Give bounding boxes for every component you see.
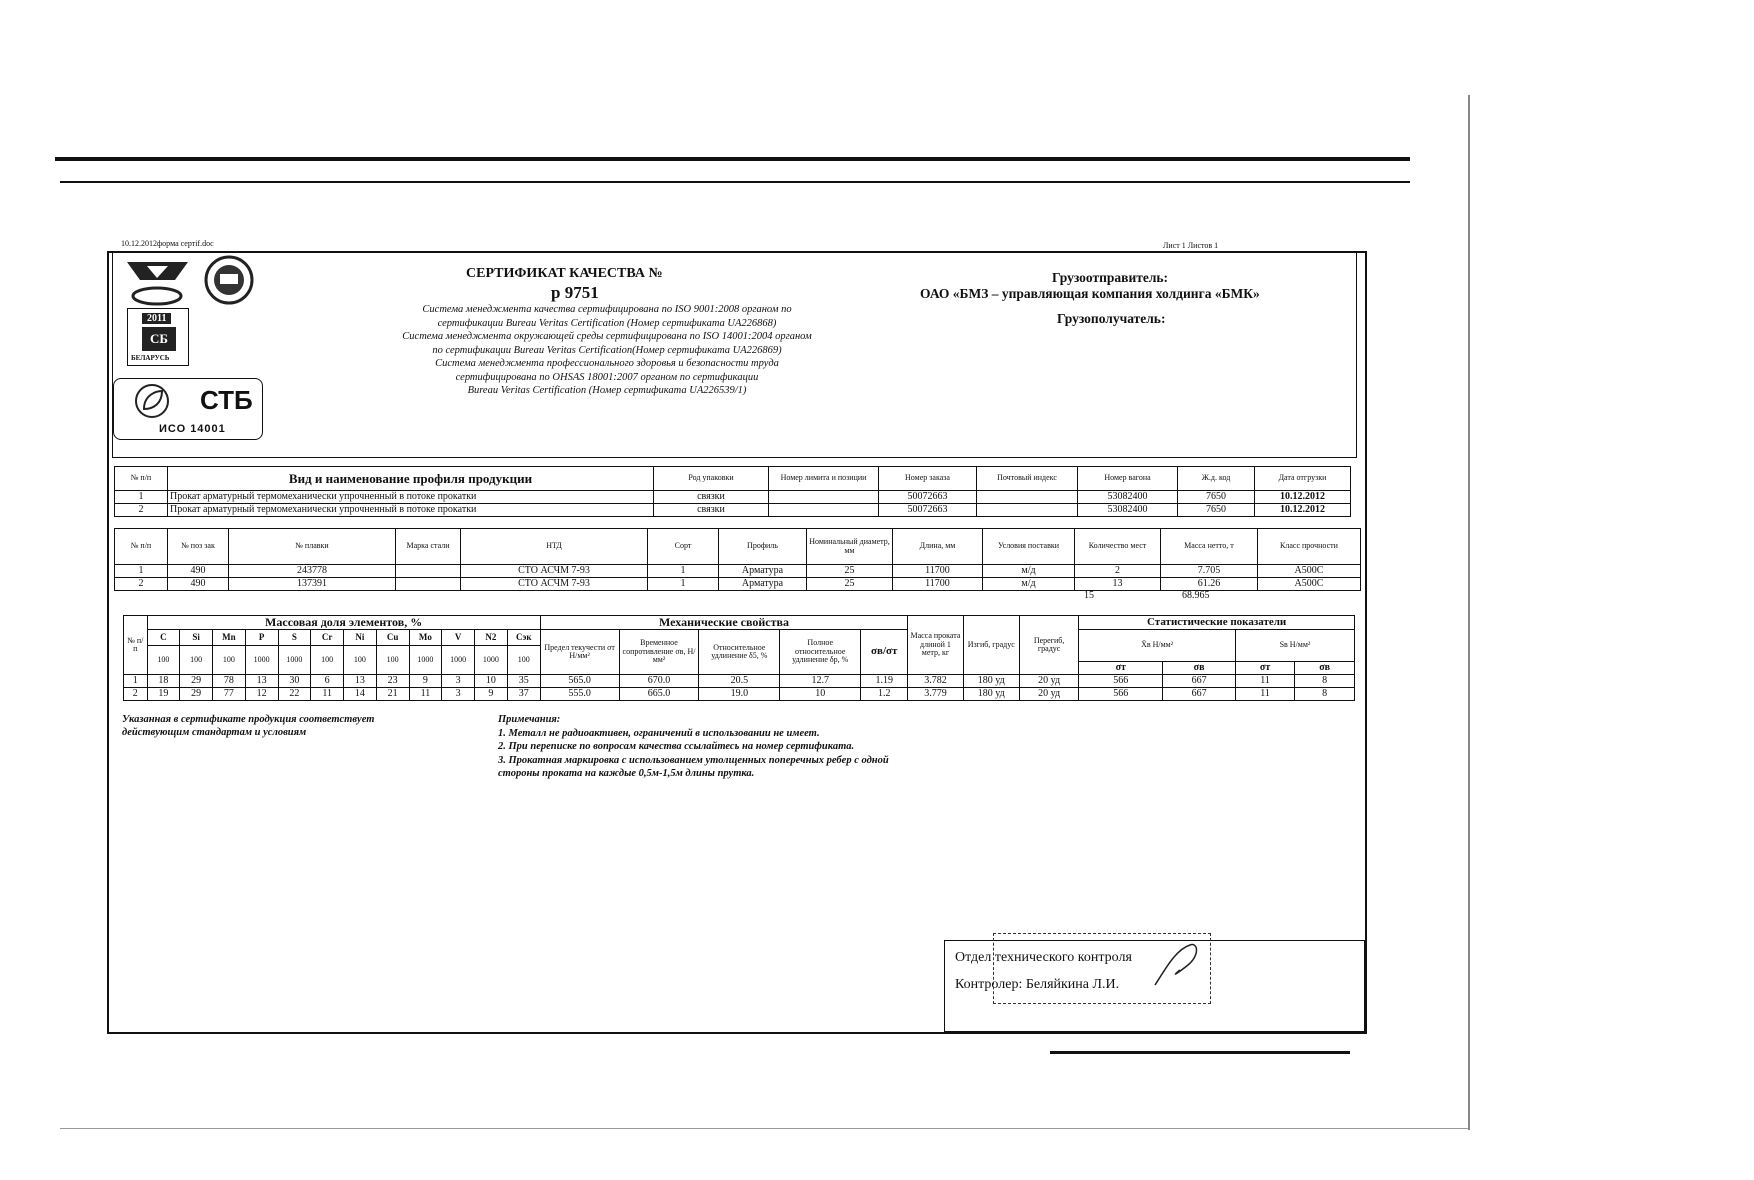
col-header: Профиль (719, 529, 807, 565)
table-cell: 11 (409, 688, 442, 701)
table-cell: Арматура (719, 565, 807, 578)
element-divisor: 100 (344, 646, 377, 675)
table-cell: 13 (245, 675, 278, 688)
compliance-line: действующим стандартам и условиям (122, 727, 307, 738)
total-elongation-header: Полное относительное удлинение δр, % (780, 630, 861, 675)
signature-scribble (1150, 940, 1210, 990)
scan-bottom-edge (60, 1128, 1468, 1129)
certificate-title: СЕРТИФИКАТ КАЧЕСТВА № (466, 266, 663, 281)
col-header: Количество мест (1075, 529, 1161, 565)
iso-14001-label: ИСО 14001 (159, 423, 226, 435)
stb-small-icon: СБ (142, 327, 176, 351)
table-cell: 14 (344, 688, 377, 701)
table-cell: A500C (1258, 578, 1361, 591)
certification-systems (337, 303, 877, 398)
table-cell: 9 (475, 688, 508, 701)
table-cell: связки (654, 504, 769, 517)
table-cell: 10 (475, 675, 508, 688)
stat-s-header: Sв Н/мм² (1235, 630, 1354, 662)
table-cell: 20 уд (1019, 688, 1078, 701)
col-header: Условия поставки (983, 529, 1075, 565)
table-cell: 137391 (229, 578, 396, 591)
table-cell: 7.705 (1161, 565, 1258, 578)
notes (498, 713, 889, 781)
element-header: S (278, 630, 311, 646)
table-cell (977, 491, 1078, 504)
scan-right-edge (1468, 95, 1470, 1130)
row-number: 2 (124, 688, 148, 701)
note-item: 2. При переписке по вопросам качества ссылайтесь на номер сертификата. (498, 741, 855, 752)
shipper-name: ОАО «БМЗ – управляющая компания холдинга «БМК» (920, 286, 1260, 301)
table-cell: 1.19 (861, 675, 908, 688)
table-cell: 3 (442, 675, 475, 688)
total-mass: 68.965 (1182, 590, 1210, 601)
table-cell: 50072663 (879, 491, 977, 504)
col-header: Номер лимита и позиции (769, 467, 879, 491)
table-cell: 3.782 (908, 675, 963, 688)
ratio-header: σв/σт (861, 630, 908, 675)
system-line: сертифицирована по OHSAS 18001:2007 органом по сертификации (455, 371, 759, 383)
table-row (115, 578, 1361, 591)
sheet-count: Лист 1 Листов 1 (1163, 241, 1219, 250)
col-header: Сорт (648, 529, 719, 565)
table-cell: 77 (213, 688, 246, 701)
bmz-logo (125, 258, 190, 308)
table-cell: м/д (983, 565, 1075, 578)
table-cell: 6 (311, 675, 344, 688)
col-header: Длина, мм (893, 529, 983, 565)
system-line: сертификации Bureau Veritas Certification (Номер сертификата UA226868) (437, 317, 777, 329)
element-divisor: 100 (147, 646, 180, 675)
stat-x-header: X̄в Н/мм² (1079, 630, 1236, 662)
table-cell: 1.2 (861, 688, 908, 701)
note-item: 1. Металл не радиоактивен, ограничений в использовании не имеет. (498, 727, 820, 739)
table-cell: 13 (344, 675, 377, 688)
table-cell: 1 (648, 565, 719, 578)
table-row (124, 675, 1355, 688)
table-cell: м/д (983, 578, 1075, 591)
table-cell (769, 491, 879, 504)
chem-group-header: Массовая доля элементов, % (147, 616, 540, 630)
belarus-label: БЕЛАРУСЬ (131, 354, 170, 362)
doc-filename: 10.12.2012форма сертif.doc (121, 239, 214, 248)
element-divisor: 100 (507, 646, 540, 675)
table-cell: 29 (180, 688, 213, 701)
system-line: Система менеджмента профессионального здоровья и безопасности труда (435, 358, 779, 369)
element-header: C (147, 630, 180, 646)
system-line: по сертификации Bureau Veritas Certification(Номер сертификата UA226869) (432, 344, 782, 356)
table-cell: СТО АСЧМ 7-93 (461, 565, 648, 578)
element-header: Si (180, 630, 213, 646)
table-cell: 9 (409, 675, 442, 688)
mass-1m-header: Масса проката длиной 1 метр, кг (908, 616, 963, 675)
col-header: № плавки (229, 529, 396, 565)
element-header: Cэк (507, 630, 540, 646)
table-cell: 20.5 (699, 675, 780, 688)
table-cell: 180 уд (963, 675, 1019, 688)
element-header: Cu (376, 630, 409, 646)
table-cell: 19.0 (699, 688, 780, 701)
table-cell: 665.0 (619, 688, 699, 701)
table-cell: связки (654, 491, 769, 504)
table-cell: Арматура (719, 578, 807, 591)
stat-sub-header: σт (1235, 662, 1294, 675)
table-cell: 11 (1235, 675, 1294, 688)
table-cell: 667 (1163, 688, 1236, 701)
system-line: Bureau Veritas Certification (Номер сертификата UA226539/1) (467, 385, 747, 396)
table-row (115, 504, 1351, 517)
table-cell: 2 (115, 578, 168, 591)
element-header: Mn (213, 630, 246, 646)
table-cell: 1 (115, 491, 168, 504)
element-divisor: 1000 (278, 646, 311, 675)
table-cell: Прокат арматурный термомеханически упрочненный в потоке прокатки (168, 491, 654, 504)
table-cell: 11700 (893, 565, 983, 578)
element-divisor: 1000 (442, 646, 475, 675)
elongation-header: Относительное удлинение δ5, % (699, 630, 780, 675)
element-header: N2 (475, 630, 508, 646)
table-cell: 25 (807, 578, 893, 591)
year-badge: 2011 (142, 313, 171, 324)
table-cell (396, 565, 461, 578)
table-cell: 7650 (1178, 491, 1255, 504)
table-cell: 10 (780, 688, 861, 701)
table-cell: 667 (1163, 675, 1236, 688)
element-divisor: 1000 (475, 646, 508, 675)
table-cell: 10.12.2012 (1255, 504, 1351, 517)
leaf-icon (134, 383, 170, 419)
rebend-header: Перегиб, градус (1019, 616, 1078, 675)
stat-group-header: Статистические показатели (1079, 616, 1355, 630)
notes-title: Примечания: (498, 714, 561, 725)
row-number: 1 (124, 675, 148, 688)
shipment-table (114, 528, 1361, 591)
qc-controller: Контролер: Беляйкина Л.И. (955, 977, 1120, 992)
element-header: V (442, 630, 475, 646)
table-cell: 20 уд (1019, 675, 1078, 688)
table-cell (396, 578, 461, 591)
qc-department: Отдел технического контроля (955, 950, 1132, 965)
table-cell: 566 (1079, 688, 1163, 701)
element-divisor: 100 (180, 646, 213, 675)
consignee-label: Грузополучатель: (1057, 311, 1166, 326)
system-line: Система менеджмента качества сертифицирована по ISO 9001:2008 органом по (422, 304, 792, 315)
col-header: № п/п (115, 529, 168, 565)
iso-eco-badge (113, 378, 263, 440)
shipper-label: Грузоотправитель: (1052, 270, 1169, 285)
table-row (115, 491, 1351, 504)
table-cell: 35 (507, 675, 540, 688)
col-header: Марка стали (396, 529, 461, 565)
element-header: Ni (344, 630, 377, 646)
tensile-header: Временное сопротивление σв, Н/мм² (619, 630, 699, 675)
table-cell: 53082400 (1078, 504, 1178, 517)
table-cell: 25 (807, 565, 893, 578)
table-cell: 10.12.2012 (1255, 491, 1351, 504)
table-cell: 12 (245, 688, 278, 701)
table-cell: 180 уд (963, 688, 1019, 701)
element-divisor: 100 (311, 646, 344, 675)
stat-sub-header: σв (1295, 662, 1355, 675)
table-cell: 18 (147, 675, 180, 688)
table-cell: 11700 (893, 578, 983, 591)
col-header: № поз зак (168, 529, 229, 565)
table-cell: 490 (168, 578, 229, 591)
element-divisor: 1000 (245, 646, 278, 675)
table-row (115, 565, 1361, 578)
col-header: Масса нетто, т (1161, 529, 1258, 565)
table-cell: 555.0 (540, 688, 619, 701)
table-cell (977, 504, 1078, 517)
element-header: Cr (311, 630, 344, 646)
table-cell: 1 (648, 578, 719, 591)
scan-bottom-mark (1050, 1051, 1350, 1054)
table-cell: СТО АСЧМ 7-93 (461, 578, 648, 591)
compliance-line: Указанная в сертификате продукция соответствует (122, 714, 375, 725)
note-item: 3. Прокатная маркировка с использованием утолщенных поперечных ребер с одной (498, 754, 889, 766)
note-item: стороны проката на каждые 0,5м-1,5м длины прутка. (498, 768, 755, 779)
table-cell: 1 (115, 565, 168, 578)
table-cell: 8 (1295, 675, 1355, 688)
table-cell: 37 (507, 688, 540, 701)
col-header: Номинальный диаметр, мм (807, 529, 893, 565)
table-cell: 2 (1075, 565, 1161, 578)
element-header: Mo (409, 630, 442, 646)
product-table (114, 466, 1351, 517)
table-cell: 2 (115, 504, 168, 517)
belarus-quality-badge (127, 308, 189, 366)
table-cell: 565.0 (540, 675, 619, 688)
stat-sub-header: σв (1163, 662, 1236, 675)
col-header: Почтовый индекс (977, 467, 1078, 491)
table-cell: 78 (213, 675, 246, 688)
table-cell: 11 (1235, 688, 1294, 701)
table-cell: 22 (278, 688, 311, 701)
scan-top-thin-line (60, 181, 1410, 183)
scan-top-thick-line (55, 157, 1410, 161)
table-cell: 12.7 (780, 675, 861, 688)
table-cell: 566 (1079, 675, 1163, 688)
col-header: Дата отгрузки (1255, 467, 1351, 491)
mech-group-header: Механические свойства (540, 616, 908, 630)
table-cell: 3.779 (908, 688, 963, 701)
table-cell: 11 (311, 688, 344, 701)
table-cell: 30 (278, 675, 311, 688)
total-quantity: 15 (1084, 590, 1094, 601)
yield-header: Предел текучести σт Н/мм² (540, 630, 619, 675)
table-cell: 3 (442, 688, 475, 701)
table-cell: 243778 (229, 565, 396, 578)
table-cell: 7650 (1178, 504, 1255, 517)
element-divisor: 100 (213, 646, 246, 675)
element-divisor: 100 (376, 646, 409, 675)
certificate-number: р 9751 (551, 283, 599, 302)
compliance-statement (122, 713, 374, 739)
table-cell: 21 (376, 688, 409, 701)
stat-sub-header: σт (1079, 662, 1163, 675)
table-cell: Прокат арматурный термомеханически упрочненный в потоке прокатки (168, 504, 654, 517)
bend-header: Изгиб, градус (963, 616, 1019, 675)
table-cell: 490 (168, 565, 229, 578)
table-cell: A500C (1258, 565, 1361, 578)
table-cell: 50072663 (879, 504, 977, 517)
table-cell: 23 (376, 675, 409, 688)
col-header: № п/п (115, 467, 168, 491)
col-header: Род упаковки (654, 467, 769, 491)
table-cell: 61.26 (1161, 578, 1258, 591)
table-row (124, 688, 1355, 701)
table-cell: 13 (1075, 578, 1161, 591)
quality-seal-logo (202, 254, 257, 306)
element-divisor: 1000 (409, 646, 442, 675)
col-header: НТД (461, 529, 648, 565)
stb-mark: СТБ (200, 385, 253, 415)
col-header: Ж.д. код (1178, 467, 1255, 491)
table-cell: 8 (1295, 688, 1355, 701)
properties-table (123, 615, 1355, 701)
col-header: Номер вагона (1078, 467, 1178, 491)
table-cell (769, 504, 879, 517)
table-cell: 19 (147, 688, 180, 701)
table-cell: 29 (180, 675, 213, 688)
table-cell: 670.0 (619, 675, 699, 688)
col-header: Класс прочности (1258, 529, 1361, 565)
col-no-header: № п/п (124, 616, 148, 675)
col-header: Вид и наименование профиля продукции (168, 467, 654, 491)
table-cell: 53082400 (1078, 491, 1178, 504)
col-header: Номер заказа (879, 467, 977, 491)
system-line: Система менеджмента окружающей среды сертифицирована по ISO 14001:2004 органом (402, 331, 812, 342)
element-header: P (245, 630, 278, 646)
